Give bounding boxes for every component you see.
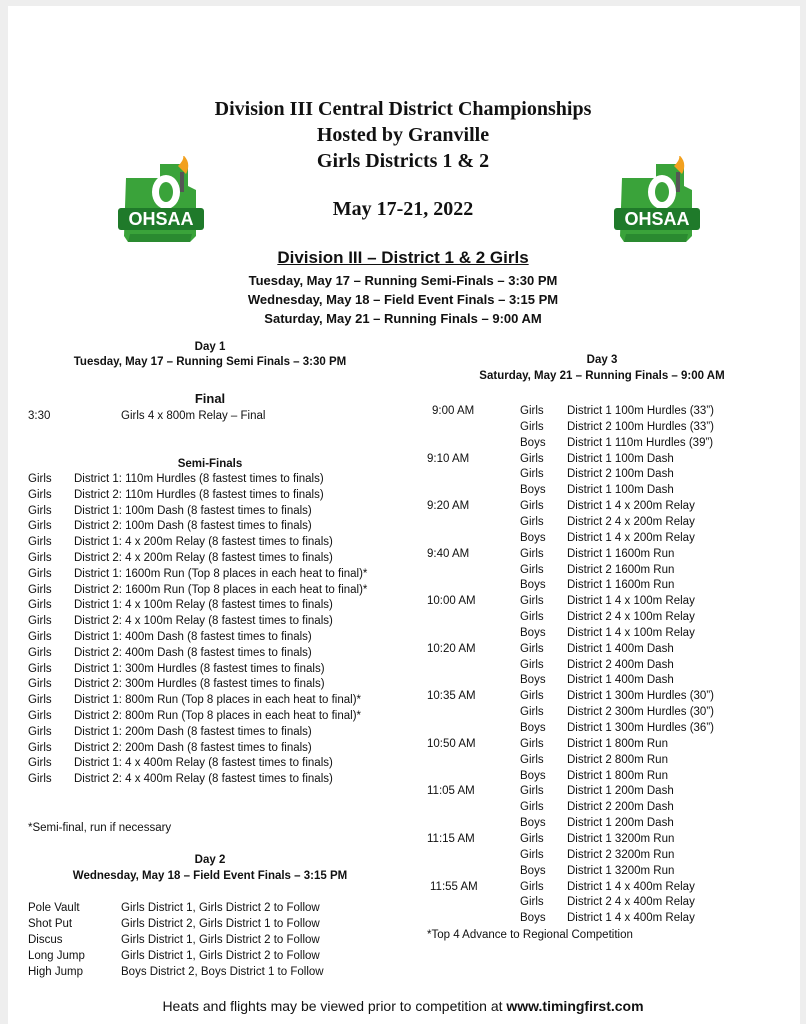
- final-event: District 1 1600m Run: [567, 547, 675, 560]
- final-event: District 1 4 x 400m Relay: [567, 912, 695, 925]
- division-heading: Division III – District 1 & 2 Girls: [277, 248, 529, 267]
- final-time-slot: 9:20 AM: [427, 500, 470, 513]
- semi-event: District 2: 800m Run (Top 8 places in each heat to final)*: [74, 710, 362, 722]
- title-line-2: Hosted by Granville: [316, 124, 490, 146]
- final-gender: Girls: [520, 468, 544, 481]
- field-event-detail: Boys District 2, Boys District 1 to Follow: [121, 966, 324, 978]
- final-gender: Boys: [520, 769, 546, 782]
- semi-event: District 1: 100m Dash (8 fastest times to finals): [74, 504, 312, 517]
- final-time-slot: 9:10 AM: [427, 452, 470, 465]
- final-time-slot: 11:05 AM: [427, 785, 475, 798]
- semi-event: District 1: 4 x 200m Relay (8 fastest times to finals): [74, 536, 333, 549]
- semi-gender: Girls: [28, 678, 52, 691]
- final-event: District 2 300m Hurdles (30”): [567, 706, 714, 719]
- final-event: District 1 400m Dash: [567, 674, 674, 687]
- final-event: District 1 4 x 200m Relay: [567, 531, 695, 544]
- ohsaa-logo-right: [612, 156, 702, 256]
- semi-event: District 2: 4 x 100m Relay (8 fastest times to finals): [74, 615, 333, 628]
- day2-heading: Day 2: [194, 854, 226, 866]
- semi-gender: Girls: [28, 488, 52, 501]
- final-event: District 1 100m Dash: [567, 452, 674, 465]
- semi-event: District 2: 200m Dash (8 fastest times to finals): [74, 741, 312, 754]
- semi-gender: Girls: [28, 757, 52, 770]
- day1-heading: Day 1: [194, 341, 226, 353]
- final-gender: Girls: [520, 880, 544, 893]
- final-event: District 1 4 x 100m Relay: [567, 595, 695, 608]
- semi-gender: Girls: [28, 599, 52, 612]
- final-gender: Girls: [520, 500, 544, 513]
- final-event: District 1 400m Dash: [567, 642, 674, 655]
- semi-event: District 1: 800m Run (Top 8 places in each heat to final)*: [74, 694, 362, 707]
- field-event-detail: Girls District 1, Girls District 2 to Follow: [121, 950, 320, 962]
- final-gender: Girls: [520, 737, 544, 750]
- final-event: District 1 3200m Run: [567, 832, 675, 845]
- semi-event: District 1: 200m Dash (8 fastest times to finals): [74, 725, 312, 738]
- semis-note: *Semi-final, run if necessary: [28, 822, 172, 834]
- final-event: District 1 4 x 200m Relay: [567, 500, 695, 513]
- final-event: District 1 110m Hurdles (39”): [567, 436, 714, 449]
- final-gender: Boys: [520, 674, 546, 687]
- field-event-name: Discus: [28, 934, 63, 946]
- field-event-name: High Jump: [28, 966, 83, 978]
- final-event: District 1 800m Run: [567, 737, 668, 750]
- day1-subheading: Tuesday, May 17 – Running Semi Finals – 3:30 PM: [73, 356, 347, 368]
- timingfirst-link[interactable]: www.timingfirst.com: [506, 998, 644, 1014]
- final-event: District 2 1600m Run: [567, 563, 675, 576]
- semi-gender: Girls: [28, 646, 52, 659]
- final-time-slot: 11:15 AM: [427, 832, 475, 845]
- final-time-slot: 10:35 AM: [427, 690, 476, 703]
- semi-gender: Girls: [28, 694, 52, 707]
- field-event-name: Shot Put: [28, 918, 73, 930]
- semi-event: District 2: 300m Hurdles (8 fastest times to finals): [74, 678, 325, 691]
- semis-heading: Semi-Finals: [177, 458, 243, 470]
- final-gender: Boys: [520, 722, 546, 734]
- final-gender: Girls: [520, 595, 544, 608]
- final-time: 3:30: [28, 410, 51, 422]
- final-event: Girls 4 x 800m Relay – Final: [121, 410, 266, 422]
- footer-text: Heats and flights may be viewed prior to competition at: [162, 998, 507, 1014]
- semi-event: District 1: 400m Dash (8 fastest times to finals): [74, 631, 312, 643]
- semi-event: District 2: 400m Dash (8 fastest times to finals): [74, 646, 312, 659]
- ohsaa-logo-left: [116, 156, 206, 256]
- semi-gender: Girls: [28, 615, 52, 628]
- final-gender: Girls: [520, 753, 544, 766]
- final-event: District 1 100m Hurdles (33”): [567, 405, 714, 417]
- semi-gender: Girls: [28, 710, 52, 722]
- semi-gender: Girls: [28, 504, 52, 517]
- final-event: District 1 200m Dash: [567, 817, 674, 830]
- final-gender: Boys: [520, 626, 546, 639]
- final-event: District 1 300m Hurdles (36”): [567, 722, 714, 734]
- final-gender: Boys: [520, 817, 546, 830]
- final-gender: Girls: [520, 658, 544, 671]
- final-time-slot: 10:20 AM: [427, 642, 476, 655]
- semi-gender: Girls: [28, 662, 52, 675]
- semi-gender: Girls: [28, 552, 52, 564]
- field-event-name: Long Jump: [28, 950, 85, 962]
- semi-gender: Girls: [28, 520, 52, 533]
- final-gender: Boys: [520, 484, 546, 497]
- final-gender: Girls: [520, 642, 544, 655]
- semi-gender: Girls: [28, 473, 52, 485]
- final-gender: Girls: [520, 452, 544, 465]
- semi-gender: Girls: [28, 741, 52, 754]
- semi-gender: Girls: [28, 631, 52, 643]
- final-gender: Boys: [520, 579, 546, 592]
- semi-event: District 1: 110m Hurdles (8 fastest times to finals): [74, 473, 324, 485]
- final-time-slot: 11:55 AM: [430, 880, 478, 893]
- final-gender: Girls: [520, 563, 544, 576]
- final-event: District 1 200m Dash: [567, 785, 674, 798]
- final-gender: Girls: [520, 611, 544, 624]
- final-gender: Girls: [520, 706, 544, 719]
- semi-gender: Girls: [28, 583, 52, 596]
- field-event-detail: Girls District 1, Girls District 2 to Follow: [121, 934, 320, 946]
- final-gender: Boys: [520, 531, 546, 544]
- final-time-slot: 9:00 AM: [432, 405, 475, 417]
- semi-event: District 2: 110m Hurdles (8 fastest times to finals): [74, 488, 324, 501]
- semi-event: District 1: 300m Hurdles (8 fastest times to finals): [74, 662, 325, 675]
- final-event: District 1 300m Hurdles (30”): [567, 690, 714, 703]
- division-line-1: Tuesday, May 17 – Running Semi-Finals – 3:30 PM: [248, 273, 558, 288]
- semi-event: District 2: 4 x 200m Relay (8 fastest times to finals): [74, 552, 333, 564]
- final-event: District 2 400m Dash: [567, 658, 674, 671]
- final-gender: Girls: [520, 785, 544, 798]
- final-event: District 2 200m Dash: [567, 801, 674, 814]
- semi-event: District 1: 1600m Run (Top 8 places in each heat to final)*: [74, 567, 368, 580]
- final-event: District 2 3200m Run: [567, 848, 675, 861]
- final-event: District 2 4 x 100m Relay: [567, 611, 695, 624]
- day3-note: *Top 4 Advance to Regional Competition: [427, 929, 633, 941]
- semi-event: District 2: 4 x 400m Relay (8 fastest times to finals): [74, 773, 333, 786]
- final-event: District 2 100m Hurdles (33”): [567, 420, 714, 433]
- final-gender: Girls: [520, 547, 544, 560]
- final-event: District 2 4 x 200m Relay: [567, 515, 695, 528]
- final-event: District 1 4 x 100m Relay: [567, 626, 695, 639]
- final-gender: Girls: [520, 515, 544, 528]
- final-gender: Boys: [520, 436, 546, 449]
- final-time-slot: 9:40 AM: [427, 547, 470, 560]
- field-event-detail: Girls District 1, Girls District 2 to Follow: [121, 902, 320, 914]
- final-time-slot: 10:50 AM: [427, 737, 476, 750]
- title-line-1: Division III Central District Championships: [214, 98, 592, 120]
- final-event: District 1 800m Run: [567, 769, 668, 782]
- semi-event: District 1: 4 x 400m Relay (8 fastest times to finals): [74, 757, 333, 770]
- footer: [0, 998, 806, 1014]
- day3-heading: Day 3: [586, 354, 618, 366]
- day2-subheading: Wednesday, May 18 – Field Event Finals – 3:15 PM: [72, 870, 348, 882]
- field-event-detail: Girls District 2, Girls District 1 to Follow: [121, 918, 320, 930]
- final-gender: Girls: [520, 690, 544, 703]
- final-gender: Boys: [520, 912, 546, 925]
- final-event: District 1 1600m Run: [567, 579, 675, 592]
- semi-event: District 2: 100m Dash (8 fastest times to finals): [74, 520, 312, 533]
- final-gender: Girls: [520, 832, 544, 845]
- final-gender: Girls: [520, 848, 544, 861]
- final-event: District 2 4 x 400m Relay: [567, 896, 695, 909]
- final-time-slot: 10:00 AM: [427, 595, 476, 608]
- semi-event: District 2: 1600m Run (Top 8 places in each heat to final)*: [74, 583, 368, 596]
- final-event: District 1 100m Dash: [567, 484, 674, 497]
- final-event: District 2 800m Run: [567, 753, 668, 766]
- division-line-2: Wednesday, May 18 – Field Event Finals – 3:15 PM: [247, 292, 559, 307]
- division-line-3: Saturday, May 21 – Running Finals – 9:00 AM: [264, 311, 542, 326]
- day3-subheading: Saturday, May 21 – Running Finals – 9:00 AM: [479, 370, 725, 382]
- title-line-3: Girls Districts 1 & 2: [316, 150, 490, 172]
- event-dates: May 17-21, 2022: [332, 198, 474, 220]
- semi-gender: Girls: [28, 773, 52, 786]
- final-gender: Boys: [520, 864, 546, 877]
- final-gender: Girls: [520, 420, 544, 433]
- final-gender: Girls: [520, 405, 544, 417]
- logo-text: OHSAA: [128, 209, 194, 229]
- semi-gender: Girls: [28, 725, 52, 738]
- final-event: District 2 100m Dash: [567, 468, 674, 481]
- semi-event: District 1: 4 x 100m Relay (8 fastest times to finals): [74, 599, 333, 612]
- final-gender: Girls: [520, 801, 544, 814]
- field-event-name: Pole Vault: [28, 902, 80, 914]
- logo-text: OHSAA: [624, 209, 690, 229]
- final-event: District 1 3200m Run: [567, 864, 675, 877]
- final-gender: Girls: [520, 896, 544, 909]
- final-heading: Final: [194, 391, 226, 406]
- semi-gender: Girls: [28, 536, 52, 549]
- final-event: District 1 4 x 400m Relay: [567, 880, 695, 893]
- semi-gender: Girls: [28, 567, 52, 580]
